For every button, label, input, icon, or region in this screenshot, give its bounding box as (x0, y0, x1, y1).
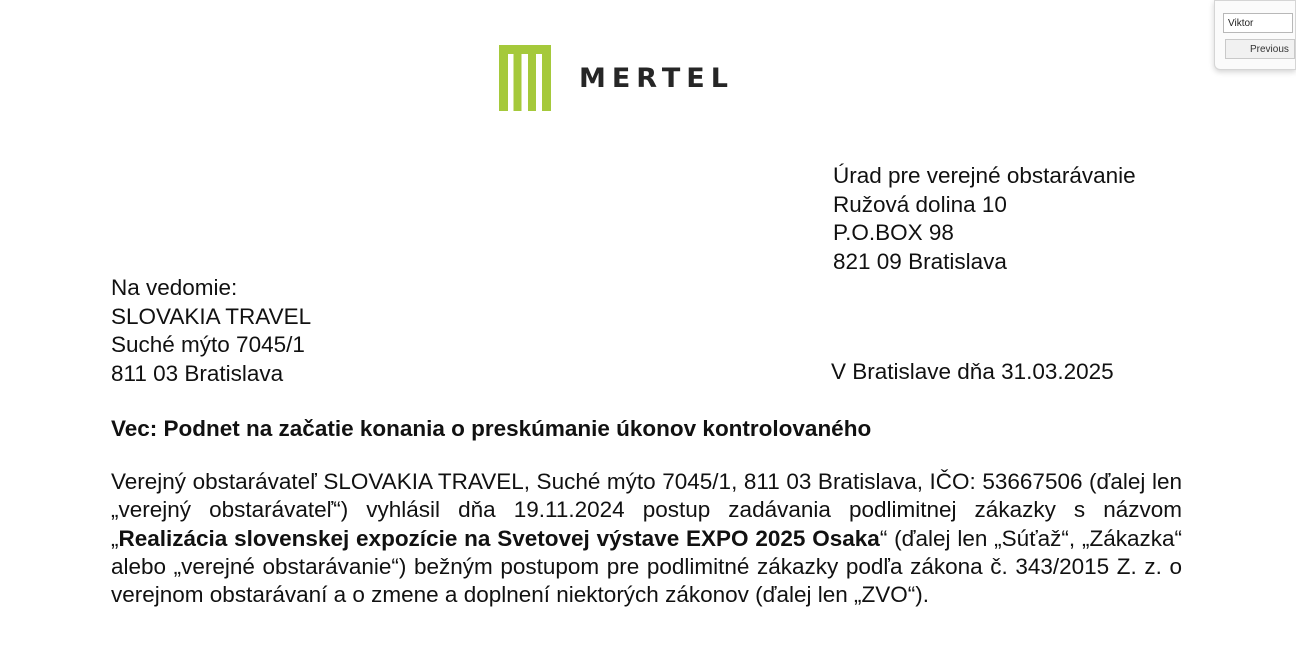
cc-address (111, 274, 311, 388)
search-popup (1214, 0, 1296, 70)
letter-subject: Vec: Podnet na začatie konania o preskúmanie úkonov kontrolovaného (111, 416, 872, 441)
cc-line: Na vedomie: (111, 275, 238, 300)
mertel-m-logo-icon (499, 45, 551, 111)
cc-line: Suché mýto 7045/1 (111, 332, 305, 357)
letter-date: V Bratislave dňa 31.03.2025 (831, 359, 1114, 384)
cc-line: SLOVAKIA TRAVEL (111, 303, 312, 329)
recipient-line: Ružová dolina 10 (833, 191, 1007, 217)
company-logo (499, 45, 734, 111)
contract-title: Realizácia slovenskej expozície na Svetovej výstave EXPO 2025 Osaka (118, 525, 880, 551)
recipient-line: P.O.BOX 98 (833, 220, 954, 245)
logo-wordmark: MERTEL (579, 62, 734, 94)
cc-line: 811 03 Bratislava (111, 360, 284, 386)
previous-button[interactable]: Previous (1225, 39, 1295, 59)
body-paragraph (111, 468, 1182, 609)
name-input[interactable]: Viktor (1223, 13, 1293, 33)
body-text-part: “ (ďalej len „Súťaž“, „Zákazka“ alebo „verejné obstarávanie“) bežným postupom pre podlimitné zákazky podľa zákona č. 343/2015 Z. z. o verejnom obstarávaní a o zmene a doplnení niektorých zákonov (ďalej len „ZVO“). (111, 525, 1182, 608)
recipient-address (833, 162, 1136, 276)
recipient-line: Úrad pre verejné obstarávanie (833, 163, 1136, 188)
recipient-line: 821 09 Bratislava (833, 248, 1007, 274)
body-text-part: Verejný obstarávateľ SLOVAKIA TRAVEL, Suché mýto 7045/1, 811 03 Bratislava, IČO: 53667506 (ďalej len „verejný obstarávateľ“) vyhlásil dňa 19.11.2024 postup zadávania podlimitnej zákazky s názvom „ (111, 469, 1182, 551)
